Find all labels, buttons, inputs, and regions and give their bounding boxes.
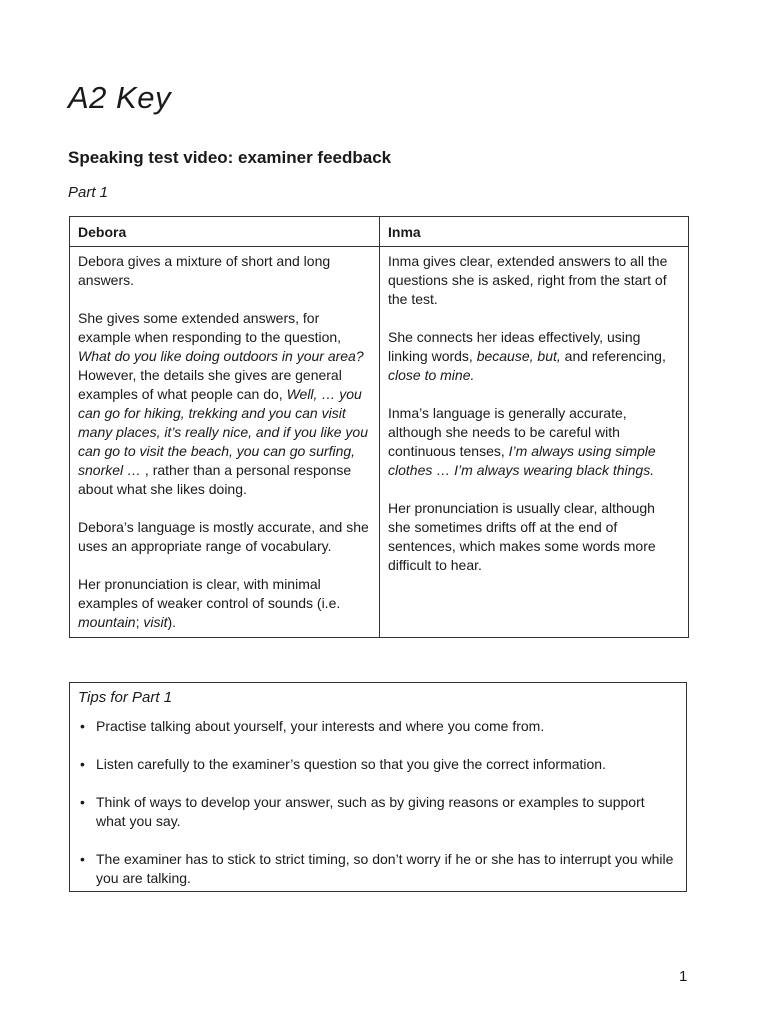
- tip-text: Think of ways to develop your answer, such as by giving reasons or examples to support what you say.: [96, 794, 645, 829]
- debora-paragraph-2: [78, 309, 371, 499]
- list-item: [78, 793, 676, 831]
- tips-title: Tips for Part 1: [78, 689, 173, 706]
- tips-box: [69, 682, 687, 892]
- debora-feedback-cell: [70, 247, 380, 638]
- feedback-table: [69, 216, 689, 638]
- bullet-icon: •: [80, 794, 85, 810]
- list-item: [78, 717, 676, 736]
- debora-p2-text-c: However, the details she gives are general examples of what people can do,: [78, 367, 342, 402]
- debora-p4-word-visit: visit: [143, 614, 168, 630]
- debora-p2-quote-answer: Well, … you can go for hiking, trekking and you can visit many places, it’s really nice, and if you like you can go to visit the beach, you can go surfing, snorkel …: [78, 386, 368, 478]
- tip-text: The examiner has to stick to strict timing, so don’t worry if he or she has to interrupt you while you are talking.: [96, 851, 674, 886]
- page-title: A2 Key: [68, 80, 171, 115]
- table-header-row: [70, 217, 689, 247]
- inma-paragraph-2: [388, 328, 680, 385]
- inma-p2-referencing: close to mine.: [388, 367, 475, 383]
- debora-paragraph-3: Debora’s language is mostly accurate, and she uses an appropriate range of vocabulary.: [78, 519, 369, 554]
- inma-p3-text-a: Inma’s language is generally accurate, although she needs to be careful with continuous tenses,: [388, 405, 627, 459]
- part-label: Part 1: [68, 184, 109, 201]
- bullet-icon: •: [80, 851, 85, 867]
- bullet-icon: •: [80, 718, 85, 734]
- tip-text: Practise talking about yourself, your interests and where you come from.: [96, 718, 545, 734]
- header-inma: Inma: [380, 217, 689, 247]
- debora-p2-quote-question: What do you like doing outdoors in your area?: [78, 348, 364, 364]
- debora-p4-text-e: ).: [167, 614, 177, 630]
- inma-p3-quote: I’m always using simple clothes … I’m always wearing black things.: [388, 443, 656, 478]
- inma-feedback-cell: [380, 247, 689, 638]
- inma-p2-text-c: and referencing,: [560, 348, 666, 364]
- list-item: [78, 755, 676, 774]
- debora-p2-text-a: She gives some extended answers, for example when responding to the question,: [78, 310, 342, 345]
- debora-paragraph-4: [78, 575, 371, 632]
- debora-paragraph-1: Debora gives a mixture of short and long answers.: [78, 253, 331, 288]
- debora-p4-text-a: Her pronunciation is clear, with minimal examples of weaker control of sounds (i.e.: [78, 576, 341, 611]
- debora-p4-text-c: ;: [135, 614, 144, 630]
- inma-paragraph-3: [388, 404, 680, 480]
- list-item: [78, 850, 676, 888]
- bullet-icon: •: [80, 756, 85, 772]
- tip-text: Listen carefully to the examiner’s question so that you give the correct information.: [96, 756, 606, 772]
- debora-p4-word-mountain: mountain: [78, 614, 136, 630]
- debora-p2-text-e: , rather than a personal response about what she likes doing.: [78, 462, 352, 497]
- table-row: [70, 247, 689, 638]
- inma-paragraph-1: Inma gives clear, extended answers to all the questions she is asked, right from the start of the test.: [388, 253, 668, 307]
- inma-p2-linking-words: because, but,: [476, 348, 561, 364]
- page-number: 1: [679, 968, 688, 985]
- document-subtitle: Speaking test video: examiner feedback: [68, 148, 392, 167]
- tips-list: [78, 717, 676, 888]
- inma-paragraph-4: Her pronunciation is usually clear, although she sometimes drifts off at the end of sentences, which makes some words more difficult to hear.: [388, 500, 656, 573]
- inma-p2-text-a: She connects her ideas effectively, using linking words,: [388, 329, 641, 364]
- header-debora: Debora: [70, 217, 380, 247]
